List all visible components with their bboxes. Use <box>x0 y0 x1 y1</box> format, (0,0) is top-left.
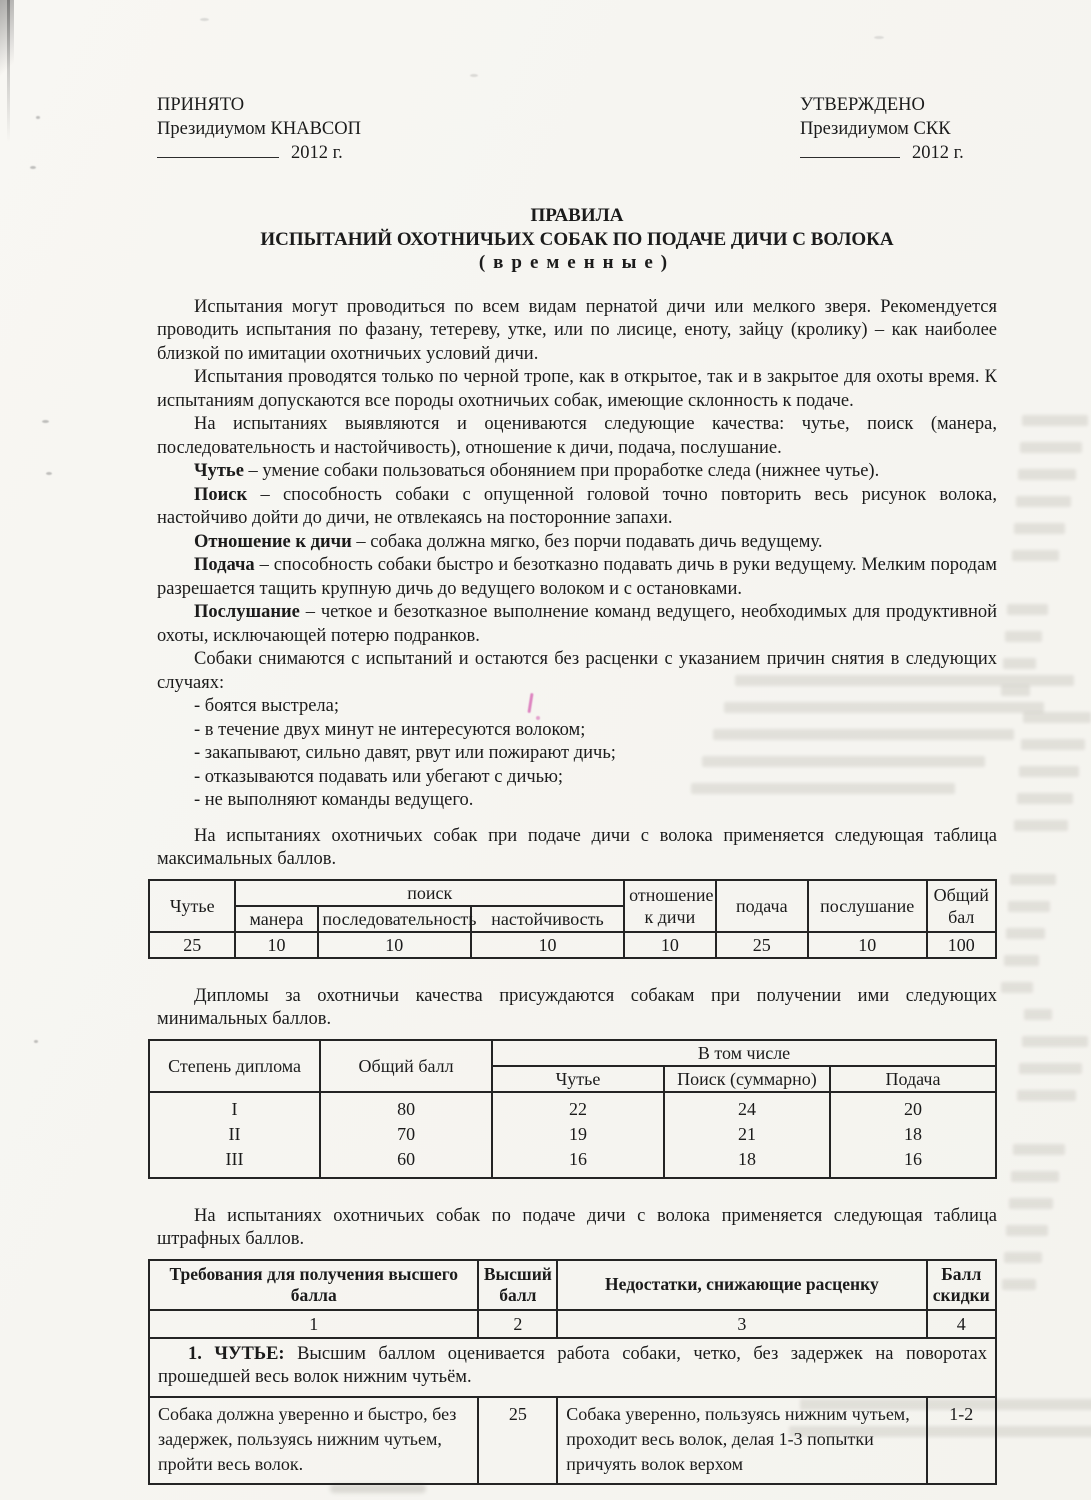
definition-chutye: Чутье – умение собаки пользоваться обонянием при проработке следа (нижнее чутье). <box>194 461 880 481</box>
col-index: 4 <box>927 1310 996 1338</box>
max-value: 10 <box>235 932 317 958</box>
col-total: Общий балл <box>320 1040 492 1092</box>
removal-case: - не выполняют команды ведущего. <box>194 790 474 810</box>
removal-case: - закапывают, сильно давят, рвут или пожирают дичь; <box>194 743 616 763</box>
col-nastoychivost: настойчивость <box>471 906 624 932</box>
document-body <box>157 296 997 813</box>
title-line1: ПРАВИЛА <box>530 205 624 226</box>
total-value: 60 <box>320 1147 492 1178</box>
max-points-table <box>148 879 997 959</box>
definition-poslushanie: Послушание – четкое и безотказное выполнение команд ведущего, необходимых для продуктивной охоты, исключающей потерю подранков. <box>157 602 998 646</box>
scan-corner-shadow <box>0 0 14 96</box>
definition-podacha: Подача – способность собаки быстро и безотказно подавать дичь в руки ведущему. Мелким породам разрешается тащить крупную дичь до ведущего волоком и с остановками. <box>157 555 997 599</box>
approved-date: 2012 г. <box>912 143 964 163</box>
section-term: 1. ЧУТЬЕ: <box>188 1343 285 1364</box>
degree-value: II <box>149 1122 320 1147</box>
col-index: 3 <box>557 1310 926 1338</box>
removal-intro: Собаки снимаются с испытаний и остаются без расценки с указанием причин снятия в следующих случаях: <box>157 649 997 693</box>
requirement-text: Собака должна уверенно и быстро, без задержек, пользуясь нижним чутьем, пройти весь волок. <box>149 1397 478 1484</box>
chutye-value: 16 <box>492 1147 664 1178</box>
bleed-through-text-right <box>1000 388 1072 1306</box>
col-poisk-group: поиск <box>235 880 624 906</box>
degree-value: I <box>149 1092 320 1122</box>
approved-date-line <box>800 141 997 165</box>
penalty-row-1 <box>149 1397 996 1484</box>
col-poisk: Поиск (суммарно) <box>664 1066 830 1092</box>
table-row <box>149 1260 996 1310</box>
total-value: 80 <box>320 1092 492 1122</box>
poisk-value: 21 <box>664 1122 830 1147</box>
col-chutye: Чутье <box>149 880 235 932</box>
document-title <box>157 204 997 275</box>
max-value: 10 <box>624 932 715 958</box>
penalty-table-intro: На испытаниях охотничьих собак по подаче дичи с волока применяется следующая таблица штрафных баллов. <box>157 1205 997 1249</box>
approval-header <box>157 0 997 165</box>
fault-text: Собака уверенно, пользуясь нижним чутьем, проходит весь волок, делая 1-3 попытки причуять волок верхом <box>557 1397 926 1484</box>
removal-case: - боятся выстрела; <box>194 696 339 716</box>
podacha-value: 18 <box>830 1122 996 1147</box>
table-row <box>149 1040 996 1066</box>
approved-block <box>800 93 997 165</box>
paragraph-intro-1: Испытания могут проводиться по всем видам пернатой дичи или мелкого зверя. Рекомендуется проводить испытания по фазану, тетереву, утке, или по лисице, еноту, зайцу (кролику) – как наиболее близкой по имитации охотничьих условий дичи. <box>157 296 997 364</box>
max-value: 100 <box>927 932 997 958</box>
diploma-row-3 <box>149 1147 996 1178</box>
max-table-intro: На испытаниях охотничьих собак при подаче дичи с волока применяется следующая таблица максимальных баллов. <box>157 825 997 869</box>
podacha-value: 20 <box>830 1092 996 1122</box>
podacha-value: 16 <box>830 1147 996 1178</box>
diploma-row-1 <box>149 1092 996 1122</box>
col-manera: манера <box>235 906 317 932</box>
col-requirements: Требования для получения высшего балла <box>149 1260 478 1310</box>
scan-speck <box>46 472 52 475</box>
col-index: 1 <box>149 1310 478 1338</box>
accepted-title: ПРИНЯТО <box>157 95 245 115</box>
total-value: 70 <box>320 1122 492 1147</box>
table-row <box>149 932 996 958</box>
paragraph-intro-2: Испытания проводятся только по черной тропе, как в открытое, так и в закрытое для охоты время. К испытаниям допускаются все породы охотничьих собак, имеющие склонность к подаче. <box>157 367 997 411</box>
col-index: 2 <box>478 1310 557 1338</box>
column-index-row <box>149 1310 996 1338</box>
chutye-value: 22 <box>492 1092 664 1122</box>
col-max-score: Высший балл <box>478 1260 557 1310</box>
poisk-value: 24 <box>664 1092 830 1122</box>
degree-value: III <box>149 1147 320 1178</box>
scan-bottom-smudge <box>330 1484 426 1493</box>
accepted-block <box>157 93 361 165</box>
section-text: Высшим баллом оценивается работа собаки, четко, без задержек на поворотах прошедшей весь волок нижним чутьём. <box>158 1343 988 1387</box>
poisk-value: 18 <box>664 1147 830 1178</box>
diploma-table <box>148 1039 997 1179</box>
approved-subtitle: Президиумом СКК <box>800 119 951 139</box>
col-chutye: Чутье <box>492 1066 664 1092</box>
chutye-value: 19 <box>492 1122 664 1147</box>
signature-blank <box>800 142 900 158</box>
accepted-subtitle: Президиумом КНАВСОП <box>157 119 361 139</box>
col-otnoshenie: отношение к дичи <box>624 880 715 932</box>
definition-poisk: Поиск – способность собаки с опущенной головой точно повторить весь рисунок волока, настойчиво дойти до дичи, не отвлекаясь на посторонние запахи. <box>157 484 997 528</box>
col-podacha: Подача <box>830 1066 996 1092</box>
penalty-table <box>148 1259 997 1485</box>
max-value: 10 <box>808 932 927 958</box>
scan-speck <box>34 1040 38 1043</box>
accepted-date-line <box>157 141 361 165</box>
removal-case: - в течение двух минут не интересуются волоком; <box>194 719 586 740</box>
max-value: 25 <box>716 932 808 958</box>
max-value: 25 <box>149 932 235 958</box>
signature-blank <box>157 142 279 158</box>
diploma-row-2 <box>149 1122 996 1147</box>
scan-speck <box>30 166 36 169</box>
col-obshchiy: Общий бал <box>927 880 997 932</box>
col-deduction: Балл скидки <box>927 1260 996 1310</box>
title-line2: ИСПЫТАНИЙ ОХОТНИЧЬИХ СОБАК ПО ПОДАЧЕ ДИЧИ С ВОЛОКА <box>260 228 894 250</box>
deduction-value: 1-2 <box>927 1397 996 1484</box>
col-degree: Степень диплома <box>149 1040 320 1092</box>
max-value: 10 <box>471 932 624 958</box>
scan-speck <box>36 116 40 119</box>
diploma-table-intro: Дипломы за охотничьи качества присуждаются собакам при получении ими следующих минимальных баллов. <box>157 985 997 1029</box>
paragraph-intro-3: На испытаниях выявляются и оцениваются следующие качества: чутье, поиск (манера, последовательность и настойчивость), отношение к дичи, подача, послушание. <box>157 414 997 458</box>
col-podacha: подача <box>716 880 808 932</box>
table-row <box>149 880 996 906</box>
max-value: 10 <box>318 932 471 958</box>
removal-case: - отказываются подавать или убегают с дичью; <box>194 766 564 787</box>
approved-title: УТВЕРЖДЕНО <box>800 95 925 115</box>
max-score-value: 25 <box>478 1397 557 1484</box>
scan-speck <box>42 420 49 423</box>
section-chutye-row <box>149 1338 996 1397</box>
col-faults: Недостатки, снижающие расценку <box>557 1260 926 1310</box>
definition-otnoshenie: Отношение к дичи – собака должна мягко, без порчи подавать дичь ведущему. <box>194 531 823 552</box>
accepted-date: 2012 г. <box>291 143 343 163</box>
scan-edge-line <box>7 0 10 142</box>
col-posledovatelnost: последовательность <box>318 906 471 932</box>
col-poslushanie: послушание <box>808 880 927 932</box>
col-including: В том числе <box>492 1040 996 1066</box>
title-line3: (временные) <box>478 252 676 273</box>
